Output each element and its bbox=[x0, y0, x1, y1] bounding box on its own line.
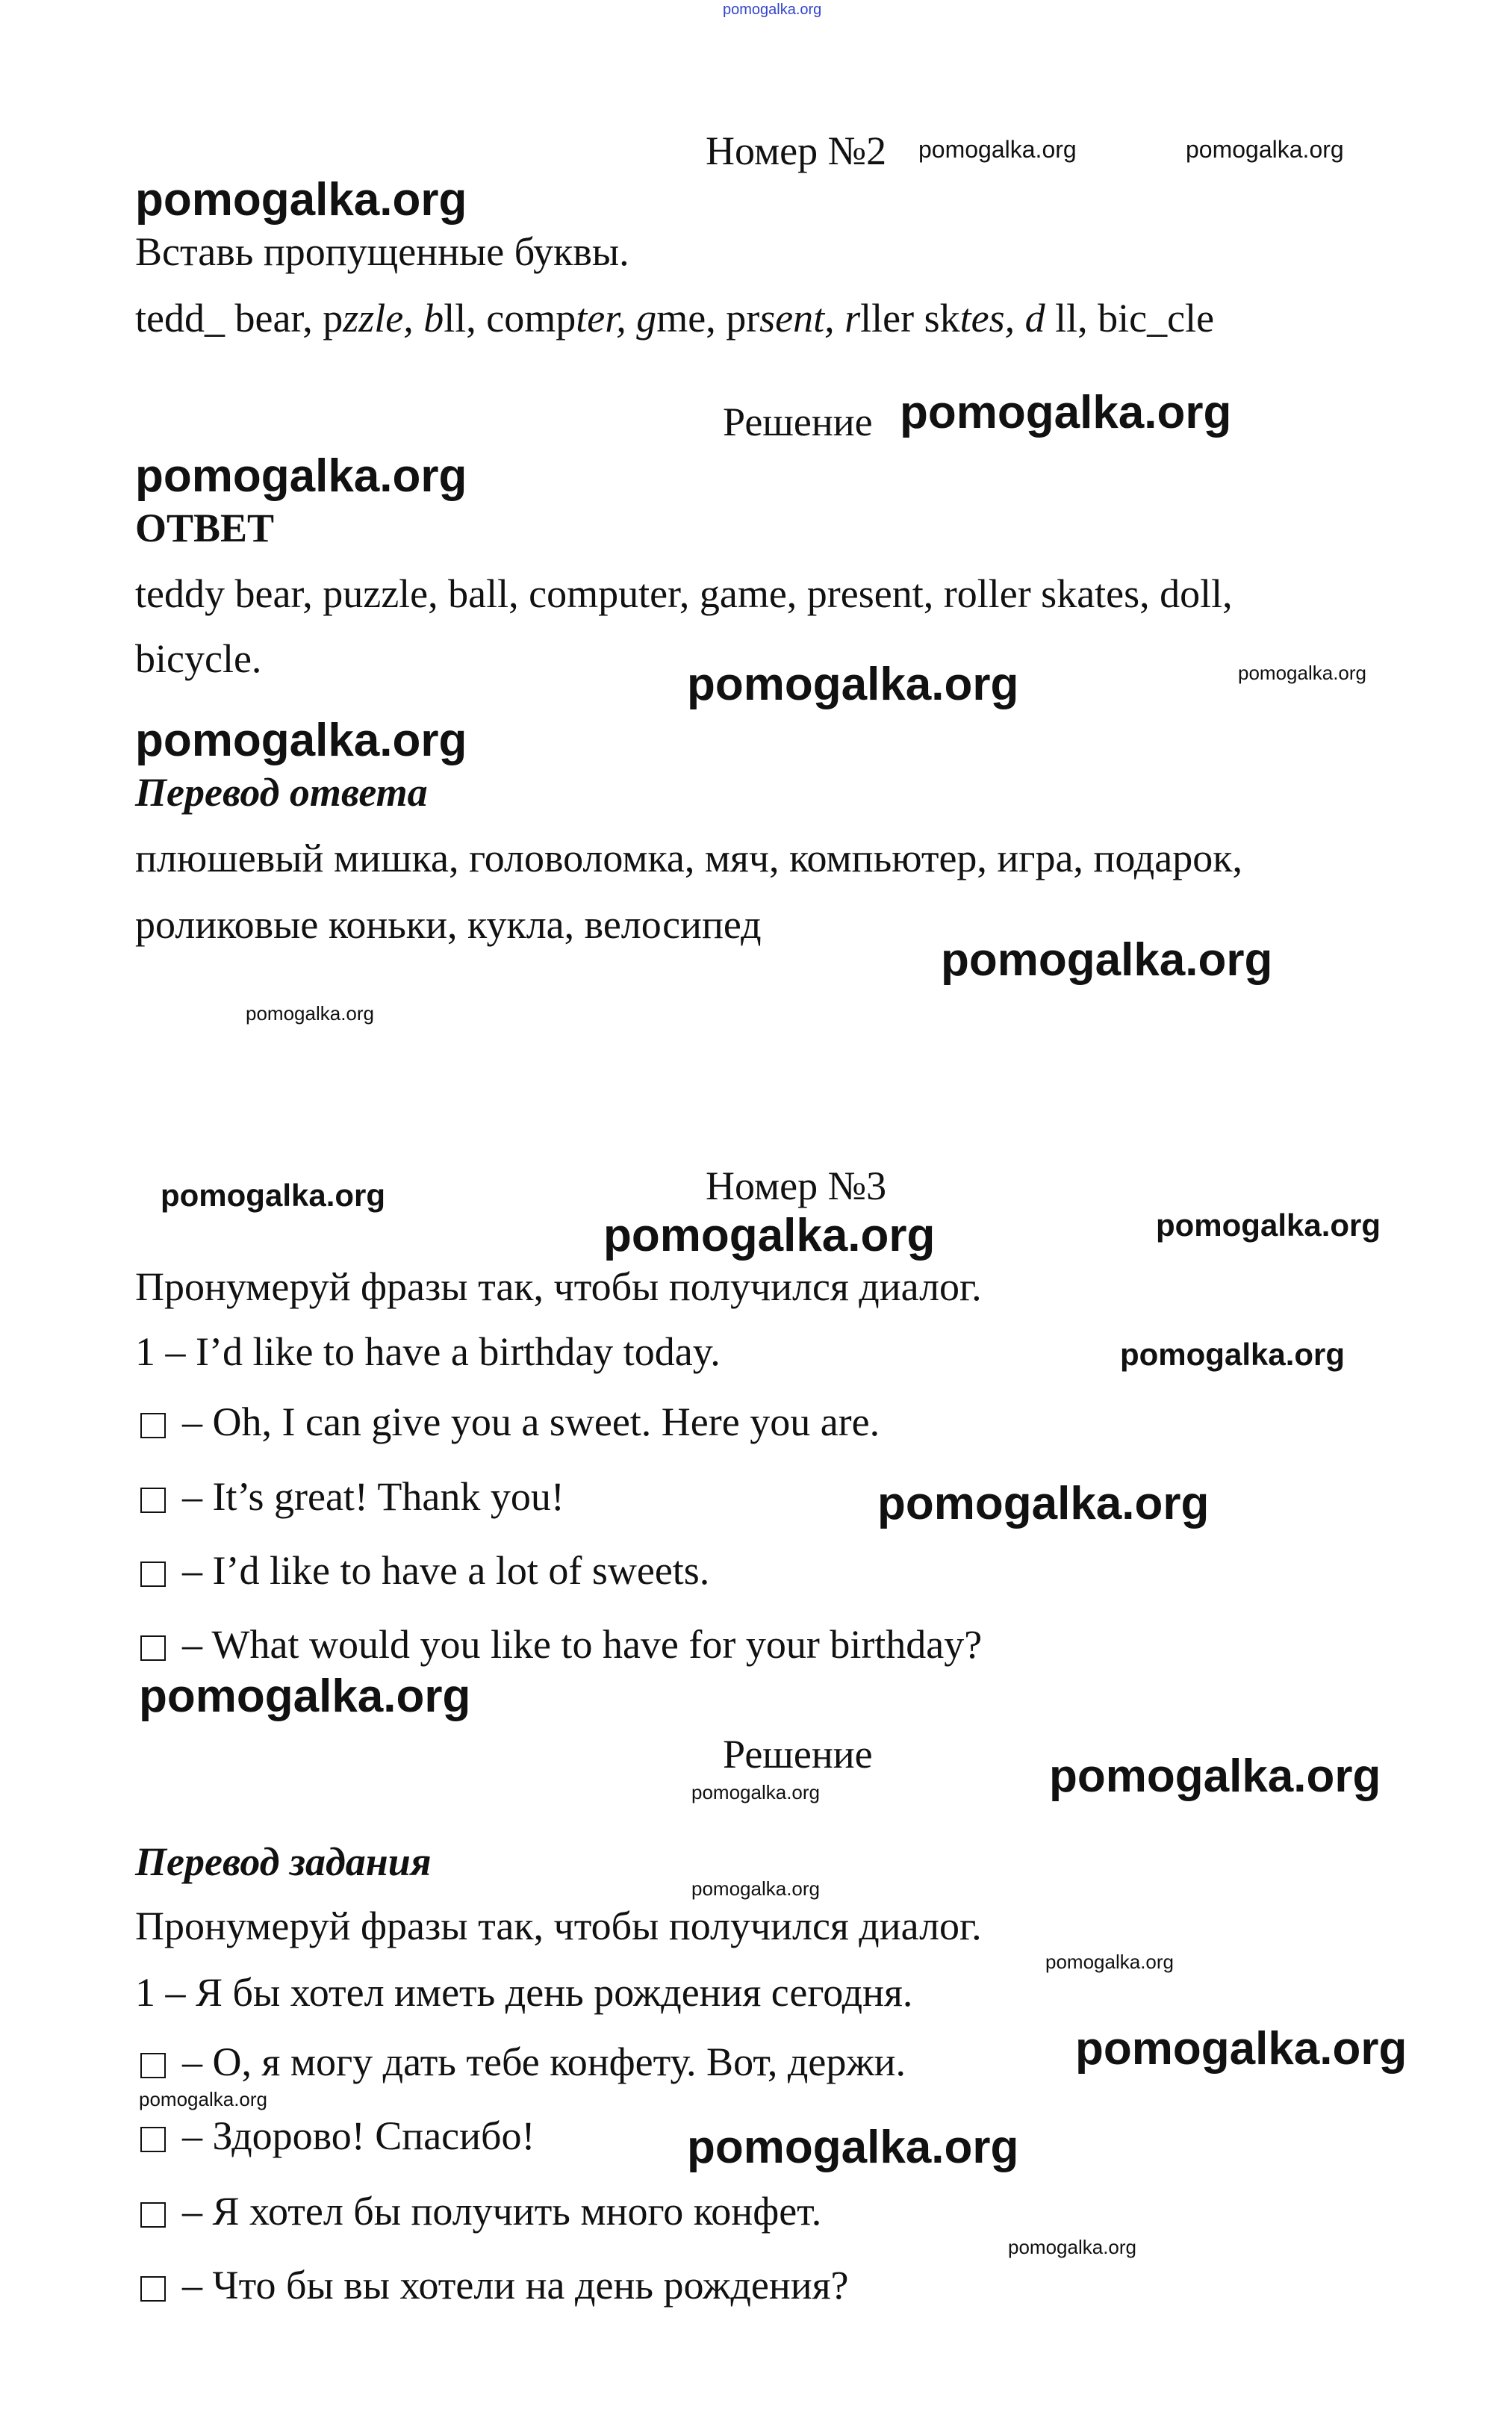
dialog-item bbox=[140, 1548, 709, 1593]
watermark: pomogalka.org bbox=[139, 1671, 471, 1722]
checkbox bbox=[140, 2127, 166, 2152]
watermark: pomogalka.org bbox=[687, 2122, 1019, 2173]
checkbox bbox=[140, 2053, 166, 2078]
checkbox bbox=[140, 2202, 166, 2228]
word-segment: sent, r bbox=[759, 296, 861, 341]
watermark: pomogalka.org bbox=[1075, 2023, 1407, 2075]
dialog-text: – What would you like to have for your birthday? bbox=[182, 1622, 983, 1667]
word-segment: ter, g bbox=[576, 296, 657, 341]
word-segment: tedd_ bear, p bbox=[135, 296, 343, 341]
dialog-text: – It’s great! Thank you! bbox=[182, 1474, 564, 1519]
watermark: pomogalka.org bbox=[691, 1877, 820, 1900]
answer-heading: ОТВЕТ bbox=[135, 506, 275, 550]
word-segment: ll, bic_cle bbox=[1045, 296, 1215, 341]
solution-label: Решение bbox=[723, 400, 873, 444]
checkbox bbox=[140, 1635, 166, 1661]
tr-instruction: Пронумеруй фразы так, чтобы получился диалог. bbox=[135, 1904, 982, 1948]
watermark: pomogalka.org bbox=[1008, 2236, 1136, 2258]
dialog-item bbox=[140, 1622, 982, 1667]
task2-title: Номер №2 bbox=[706, 128, 887, 173]
watermark: pomogalka.org bbox=[246, 1002, 374, 1025]
dialog-item bbox=[140, 1474, 564, 1519]
watermark: pomogalka.org bbox=[1156, 1208, 1381, 1243]
answer-line: bicycle. bbox=[135, 636, 262, 681]
task3-title: Номер №3 bbox=[706, 1163, 887, 1208]
watermark: pomogalka.org bbox=[135, 715, 467, 766]
dialog-text: – О, я могу дать тебе конфету. Вот, держи. bbox=[182, 2039, 906, 2084]
task2-words-line bbox=[135, 296, 1214, 341]
tr-dialog-item bbox=[140, 2263, 849, 2308]
dialog-text: – Oh, I can give you a sweet. Here you are. bbox=[182, 1399, 880, 1444]
dialog-text: – Что бы вы хотели на день рождения? bbox=[182, 2263, 849, 2308]
watermark: pomogalka.org bbox=[877, 1478, 1210, 1529]
checkbox bbox=[140, 1413, 166, 1438]
checkbox bbox=[140, 2276, 166, 2302]
watermark: pomogalka.org bbox=[900, 387, 1232, 438]
dialog-item bbox=[140, 1399, 880, 1444]
translation-line: плюшевый мишка, головоломка, мяч, компьютер, игра, подарок, bbox=[135, 836, 1242, 880]
watermark: pomogalka.org bbox=[603, 1210, 936, 1261]
checkbox bbox=[140, 1562, 166, 1587]
watermark: pomogalka.org bbox=[941, 934, 1273, 986]
tr-dialog-item bbox=[140, 2039, 906, 2084]
solution-label: Решение bbox=[723, 1732, 873, 1777]
word-segment: ller sk bbox=[860, 296, 960, 341]
watermark: pomogalka.org bbox=[918, 136, 1077, 163]
watermark: pomogalka.org bbox=[1186, 136, 1344, 163]
dialog-text: – I’d like to have a lot of sweets. bbox=[182, 1548, 710, 1593]
tr-dialog-first: 1 – Я бы хотел иметь день рождения сегодня. bbox=[135, 1970, 913, 2015]
watermark: pomogalka.org bbox=[691, 1781, 820, 1803]
word-segment: ll, comp bbox=[444, 296, 576, 341]
top-watermark-link[interactable]: pomogalka.org bbox=[723, 1, 822, 18]
watermark: pomogalka.org bbox=[139, 2088, 267, 2110]
watermark: pomogalka.org bbox=[1238, 662, 1366, 684]
translation-heading: Перевод задания bbox=[135, 1839, 432, 1884]
task2-instruction: Вставь пропущенные буквы. bbox=[135, 229, 629, 274]
watermark: pomogalka.org bbox=[1045, 1951, 1174, 1973]
dialog-text: – Здорово! Спасибо! bbox=[182, 2113, 535, 2158]
tr-dialog-item bbox=[140, 2113, 535, 2158]
watermark: pomogalka.org bbox=[135, 174, 467, 226]
watermark: pomogalka.org bbox=[1120, 1337, 1345, 1372]
word-segment: zzle, b bbox=[343, 296, 444, 341]
task3-instruction: Пронумеруй фразы так, чтобы получился диалог. bbox=[135, 1264, 982, 1309]
watermark: pomogalka.org bbox=[135, 450, 467, 502]
dialog-text: – Я хотел бы получить много конфет. bbox=[182, 2189, 822, 2234]
watermark: pomogalka.org bbox=[1049, 1750, 1381, 1802]
dialog-line-first: 1 – I’d like to have a birthday today. bbox=[135, 1329, 721, 1374]
translation-heading: Перевод ответа bbox=[135, 770, 428, 815]
checkbox bbox=[140, 1488, 166, 1513]
watermark: pomogalka.org bbox=[161, 1178, 386, 1213]
word-segment: tes, d bbox=[959, 296, 1045, 341]
tr-dialog-item bbox=[140, 2189, 821, 2234]
answer-line: teddy bear, puzzle, ball, computer, game, present, roller skates, doll, bbox=[135, 571, 1233, 616]
translation-line: роликовые коньки, кукла, велосипед bbox=[135, 902, 762, 947]
watermark: pomogalka.org bbox=[687, 659, 1019, 710]
word-segment: me, pr bbox=[656, 296, 760, 341]
